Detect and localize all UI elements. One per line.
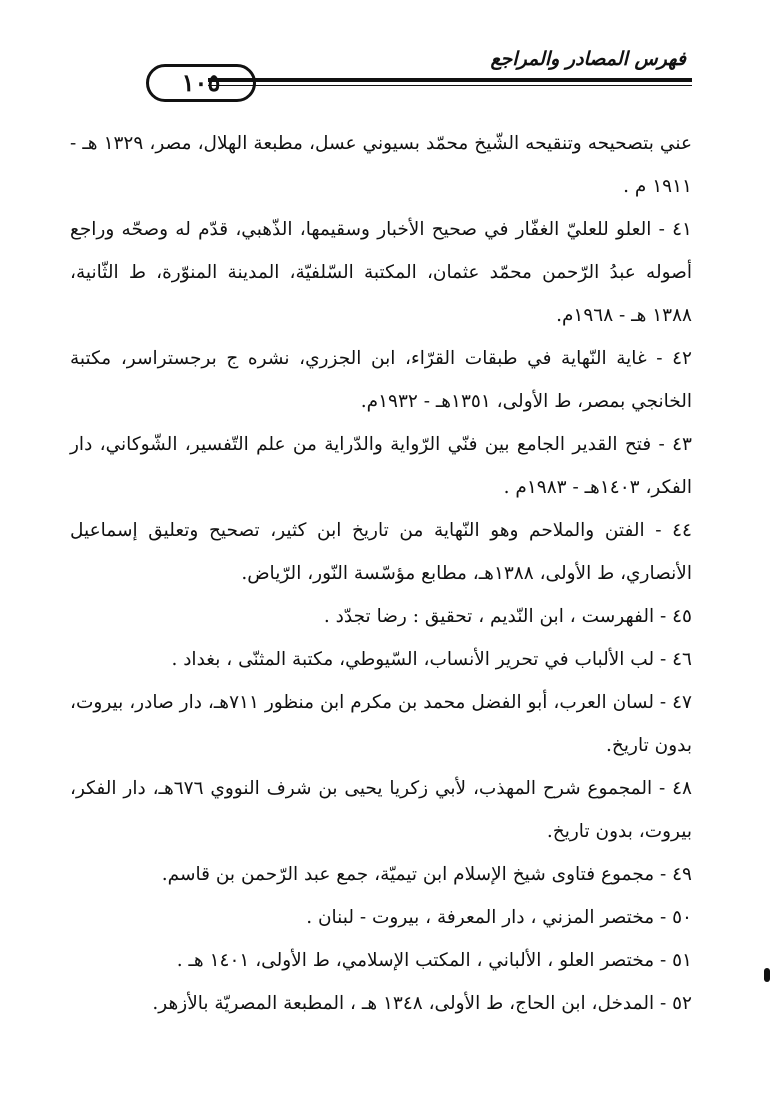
bibliography-entry: ٤١ - العلو للعليّ الغفّار في صحيح الأخبار وسقيمها، الذّهبي، قدّم له وصحّه وراجع أصوله عبدُ الرّحمن محمّد عثمان، المكتبة السّلفيّة، المدينة المنوّرة، ط الثّانية، ١٣٨٨ هـ - ١٩٦٨م. xyxy=(70,219,692,326)
bibliography-entry: ٤٦ - لب الألباب في تحرير الأنساب، السّيوطي، مكتبة المثنّى ، بغداد . xyxy=(171,649,692,670)
bibliography-entry: ٥٠ - مختصر المزني ، دار المعرفة ، بيروت - لبنان . xyxy=(306,907,692,928)
page-number-box xyxy=(140,60,264,108)
bibliography-entry: ٤٣ - فتح القدير الجامع بين فنّي الرّواية والدّراية من علم التّفسير، الشّوكاني، دار الفكر، ١٤٠٣هـ - ١٩٨٣م . xyxy=(70,434,692,498)
header-rule xyxy=(208,78,692,86)
bibliography-entry: ٤٨ - المجموع شرح المهذب، لأبي زكريا يحيى بن شرف النووي ٦٧٦هـ، دار الفكر، بيروت، بدون تاريخ. xyxy=(70,778,692,842)
page-number: ١٠٥ xyxy=(181,68,221,97)
bibliography-entry: عني بتصحيحه وتنقيحه الشّيخ محمّد بسيوني عسل، مطبعة الهلال، مصر، ١٣٢٩ هـ - ١٩١١ م . xyxy=(70,133,692,197)
bibliography-entry: ٤٥ - الفهرست ، ابن النّديم ، تحقيق : رضا تجدّد . xyxy=(323,606,692,627)
running-title: فهرس المصادر والمراجع xyxy=(490,48,686,70)
bibliography-entry: ٤٧ - لسان العرب، أبو الفضل محمد بن مكرم ابن منظور ٧١١هـ، دار صادر، بيروت، بدون تاريخ. xyxy=(70,692,692,756)
bibliography-entry: ٥١ - مختصر العلو ، الألباني ، المكتب الإسلامي، ط الأولى، ١٤٠١ هـ . xyxy=(176,950,692,971)
bibliography-entry: ٤٢ - غاية النّهاية في طبقات القرّاء، ابن الجزري، نشره ج برجستراسر، مكتبة الخانجي بمصر، ط الأولى، ١٣٥١هـ - ١٩٣٢م. xyxy=(70,348,692,412)
bibliography-entry: ٤٩ - مجموع فتاوى شيخ الإسلام ابن تيميّة، جمع عبد الرّحمن بن قاسم. xyxy=(161,864,692,885)
bibliography-entry: ٤٤ - الفتن والملاحم وهو النّهاية من تاريخ ابن كثير، تصحيح وتعليق إسماعيل الأنصاري، ط الأولى، ١٣٨٨هـ، مطابع مؤسّسة النّور، الرّياض. xyxy=(70,520,692,584)
page-header xyxy=(70,38,692,108)
bibliography-entry: ٥٢ - المدخل، ابن الحاج، ط الأولى، ١٣٤٨ هـ ، المطبعة المصريّة بالأزهر. xyxy=(152,993,692,1014)
bibliography-list xyxy=(70,122,692,1025)
margin-mark xyxy=(764,968,770,982)
